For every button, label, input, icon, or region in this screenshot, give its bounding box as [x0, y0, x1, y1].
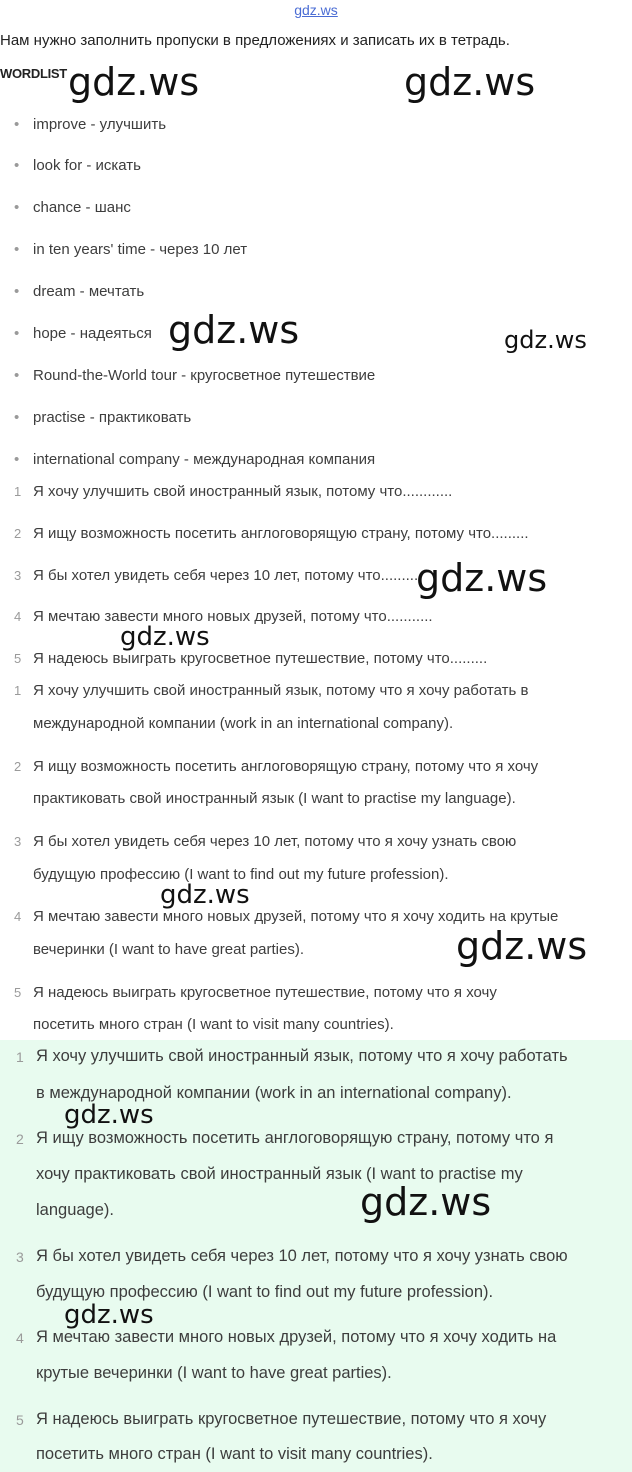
- answer-line: Я ищу возможность посетить англоговорящую страну, потому что я хочу: [33, 758, 539, 775]
- answer-line: language).: [36, 1201, 114, 1219]
- task-sentence: Я бы хотел увидеть себя через 10 лет, потому что..........: [33, 567, 423, 584]
- wordlist-item: practise - практиковать: [33, 409, 192, 426]
- answer-line: хочу практиковать свой иностранный язык (I want to practise my: [36, 1165, 523, 1183]
- bullet-icon: •: [14, 451, 20, 468]
- answer-number: 4: [16, 1330, 24, 1346]
- bullet-icon: •: [14, 367, 20, 384]
- wordlist-item: chance - шанс: [33, 199, 131, 216]
- bullet-icon: •: [14, 157, 20, 174]
- watermark: gdz.ws: [120, 622, 210, 652]
- answer-line: Я хочу улучшить свой иностранный язык, потому что я хочу работать: [36, 1047, 568, 1065]
- watermark: gdz.ws: [504, 326, 587, 354]
- bullet-icon: •: [14, 283, 20, 300]
- wordlist-item: in ten years' time - через 10 лет: [33, 241, 248, 258]
- answer-line: будущую профессию (I want to find out my future profession).: [36, 1283, 494, 1301]
- task-number: 5: [14, 651, 22, 666]
- wordlist-heading: WORDLIST: [0, 66, 67, 81]
- answer-line: вечеринки (I want to have great parties).: [33, 941, 305, 958]
- answer-line: Я ищу возможность посетить англоговорящую страну, потому что я: [36, 1129, 554, 1147]
- bullet-icon: •: [14, 199, 20, 216]
- answer-number: 5: [14, 985, 22, 1000]
- answer-number: 4: [14, 909, 22, 924]
- task-sentence: Я хочу улучшить свой иностранный язык, потому что............: [33, 483, 453, 500]
- watermark: gdz.ws: [404, 60, 536, 104]
- watermark: gdz.ws: [360, 1180, 492, 1224]
- answer-number: 3: [14, 834, 22, 849]
- answer-number: 1: [16, 1049, 24, 1065]
- answer-line: крутые вечеринки (I want to have great parties).: [36, 1364, 392, 1382]
- watermark: gdz.ws: [168, 308, 300, 352]
- answer-line: международной компании (work in an international company).: [33, 715, 454, 732]
- answer-number: 1: [14, 683, 22, 698]
- wordlist-item: improve - улучшить: [33, 116, 167, 133]
- answer-number: 5: [16, 1412, 24, 1428]
- answer-line: посетить много стран (I want to visit many countries).: [36, 1445, 433, 1463]
- watermark: gdz.ws: [68, 60, 200, 104]
- bullet-icon: •: [14, 325, 20, 342]
- intro-text: Нам нужно заполнить пропуски в предложениях и записать их в тетрадь.: [0, 32, 510, 49]
- answer-number: 2: [14, 759, 22, 774]
- answer-line: Я бы хотел увидеть себя через 10 лет, потому что я хочу узнать свою: [36, 1247, 568, 1265]
- task-number: 4: [14, 609, 22, 624]
- task-sentence: Я мечтаю завести много новых друзей, потому что...........: [33, 608, 433, 625]
- answer-line: Я надеюсь выиграть кругосветное путешествие, потому что я хочу: [36, 1410, 547, 1428]
- watermark: gdz.ws: [160, 880, 250, 910]
- watermark: gdz.ws: [456, 924, 588, 968]
- task-number: 1: [14, 484, 22, 499]
- answer-line: Я надеюсь выиграть кругосветное путешествие, потому что я хочу: [33, 984, 497, 1001]
- wordlist-item: Round-the-World tour - кругосветное путешествие: [33, 367, 376, 384]
- answer-number: 3: [16, 1249, 24, 1265]
- answer-line: практиковать свой иностранный язык (I want to practise my language).: [33, 790, 516, 807]
- wordlist-item: look for - искать: [33, 157, 141, 174]
- task-sentence: Я надеюсь выиграть кругосветное путешествие, потому что.........: [33, 650, 488, 667]
- bullet-icon: •: [14, 116, 20, 133]
- answer-line: Я бы хотел увидеть себя через 10 лет, потому что я хочу узнать свою: [33, 833, 517, 850]
- answer-line: Я хочу улучшить свой иностранный язык, потому что я хочу работать в: [33, 682, 529, 699]
- watermark: gdz.ws: [64, 1300, 154, 1330]
- task-number: 3: [14, 568, 22, 583]
- answer-number: 2: [16, 1131, 24, 1147]
- answer-line: посетить много стран (I want to visit many countries).: [33, 1016, 394, 1033]
- wordlist-item: international company - международная компания: [33, 451, 376, 468]
- answer-line: в международной компании (work in an international company).: [36, 1084, 512, 1102]
- watermark: gdz.ws: [64, 1100, 154, 1130]
- task-number: 2: [14, 526, 22, 541]
- bullet-icon: •: [14, 409, 20, 426]
- highlighted-answers: [0, 1040, 632, 1472]
- watermark: gdz.ws: [416, 556, 548, 600]
- task-sentence: Я ищу возможность посетить англоговорящую страну, потому что.........: [33, 525, 529, 542]
- wordlist-item: hope - надеяться: [33, 325, 152, 342]
- site-link[interactable]: gdz.ws: [294, 2, 338, 18]
- answer-line: Я мечтаю завести много новых друзей, потому что я хочу ходить на: [36, 1328, 557, 1346]
- answer-line: Я мечтаю завести много новых друзей, потому что я хочу ходить на крутые: [33, 908, 559, 925]
- answer-line: будущую профессию (I want to find out my future profession).: [33, 866, 449, 883]
- wordlist-item: dream - мечтать: [33, 283, 145, 300]
- bullet-icon: •: [14, 241, 20, 258]
